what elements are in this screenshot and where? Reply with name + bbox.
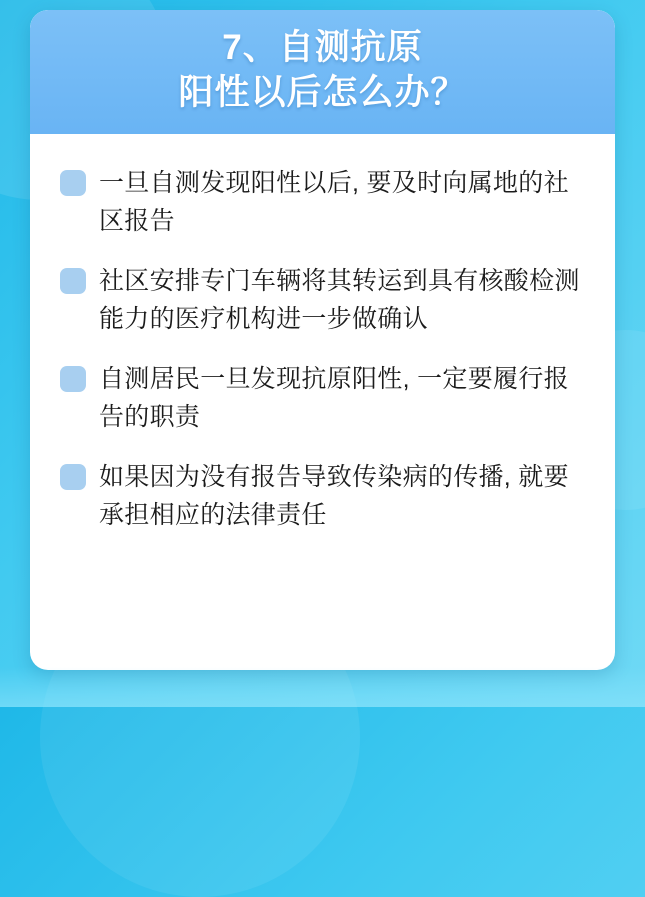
list-item-text: 如果因为没有报告导致传染病的传播, 就要承担相应的法律责任 bbox=[99, 462, 569, 529]
list-item bbox=[60, 164, 581, 240]
list-item-text: 自测居民一旦发现抗原阳性, 一定要履行报告的职责 bbox=[99, 364, 569, 431]
square-bullet-icon bbox=[60, 464, 86, 490]
info-card bbox=[30, 10, 615, 670]
square-bullet-icon bbox=[60, 366, 86, 392]
bullet-list bbox=[60, 164, 581, 534]
bottom-gradient-overlay bbox=[0, 667, 645, 707]
list-item bbox=[60, 458, 581, 534]
list-item bbox=[60, 360, 581, 436]
list-item bbox=[60, 262, 581, 338]
card-header bbox=[30, 10, 615, 134]
card-body bbox=[30, 134, 615, 670]
square-bullet-icon bbox=[60, 170, 86, 196]
list-item-text: 一旦自测发现阳性以后, 要及时向属地的社区报告 bbox=[99, 168, 569, 235]
page-title bbox=[50, 26, 595, 116]
title-line-1: 7、自测抗原 bbox=[222, 28, 423, 67]
square-bullet-icon bbox=[60, 268, 86, 294]
list-item-text: 社区安排专门车辆将其转运到具有核酸检测能力的医疗机构进一步做确认 bbox=[99, 266, 580, 333]
title-line-2: 阳性以后怎么办？ bbox=[178, 72, 467, 112]
